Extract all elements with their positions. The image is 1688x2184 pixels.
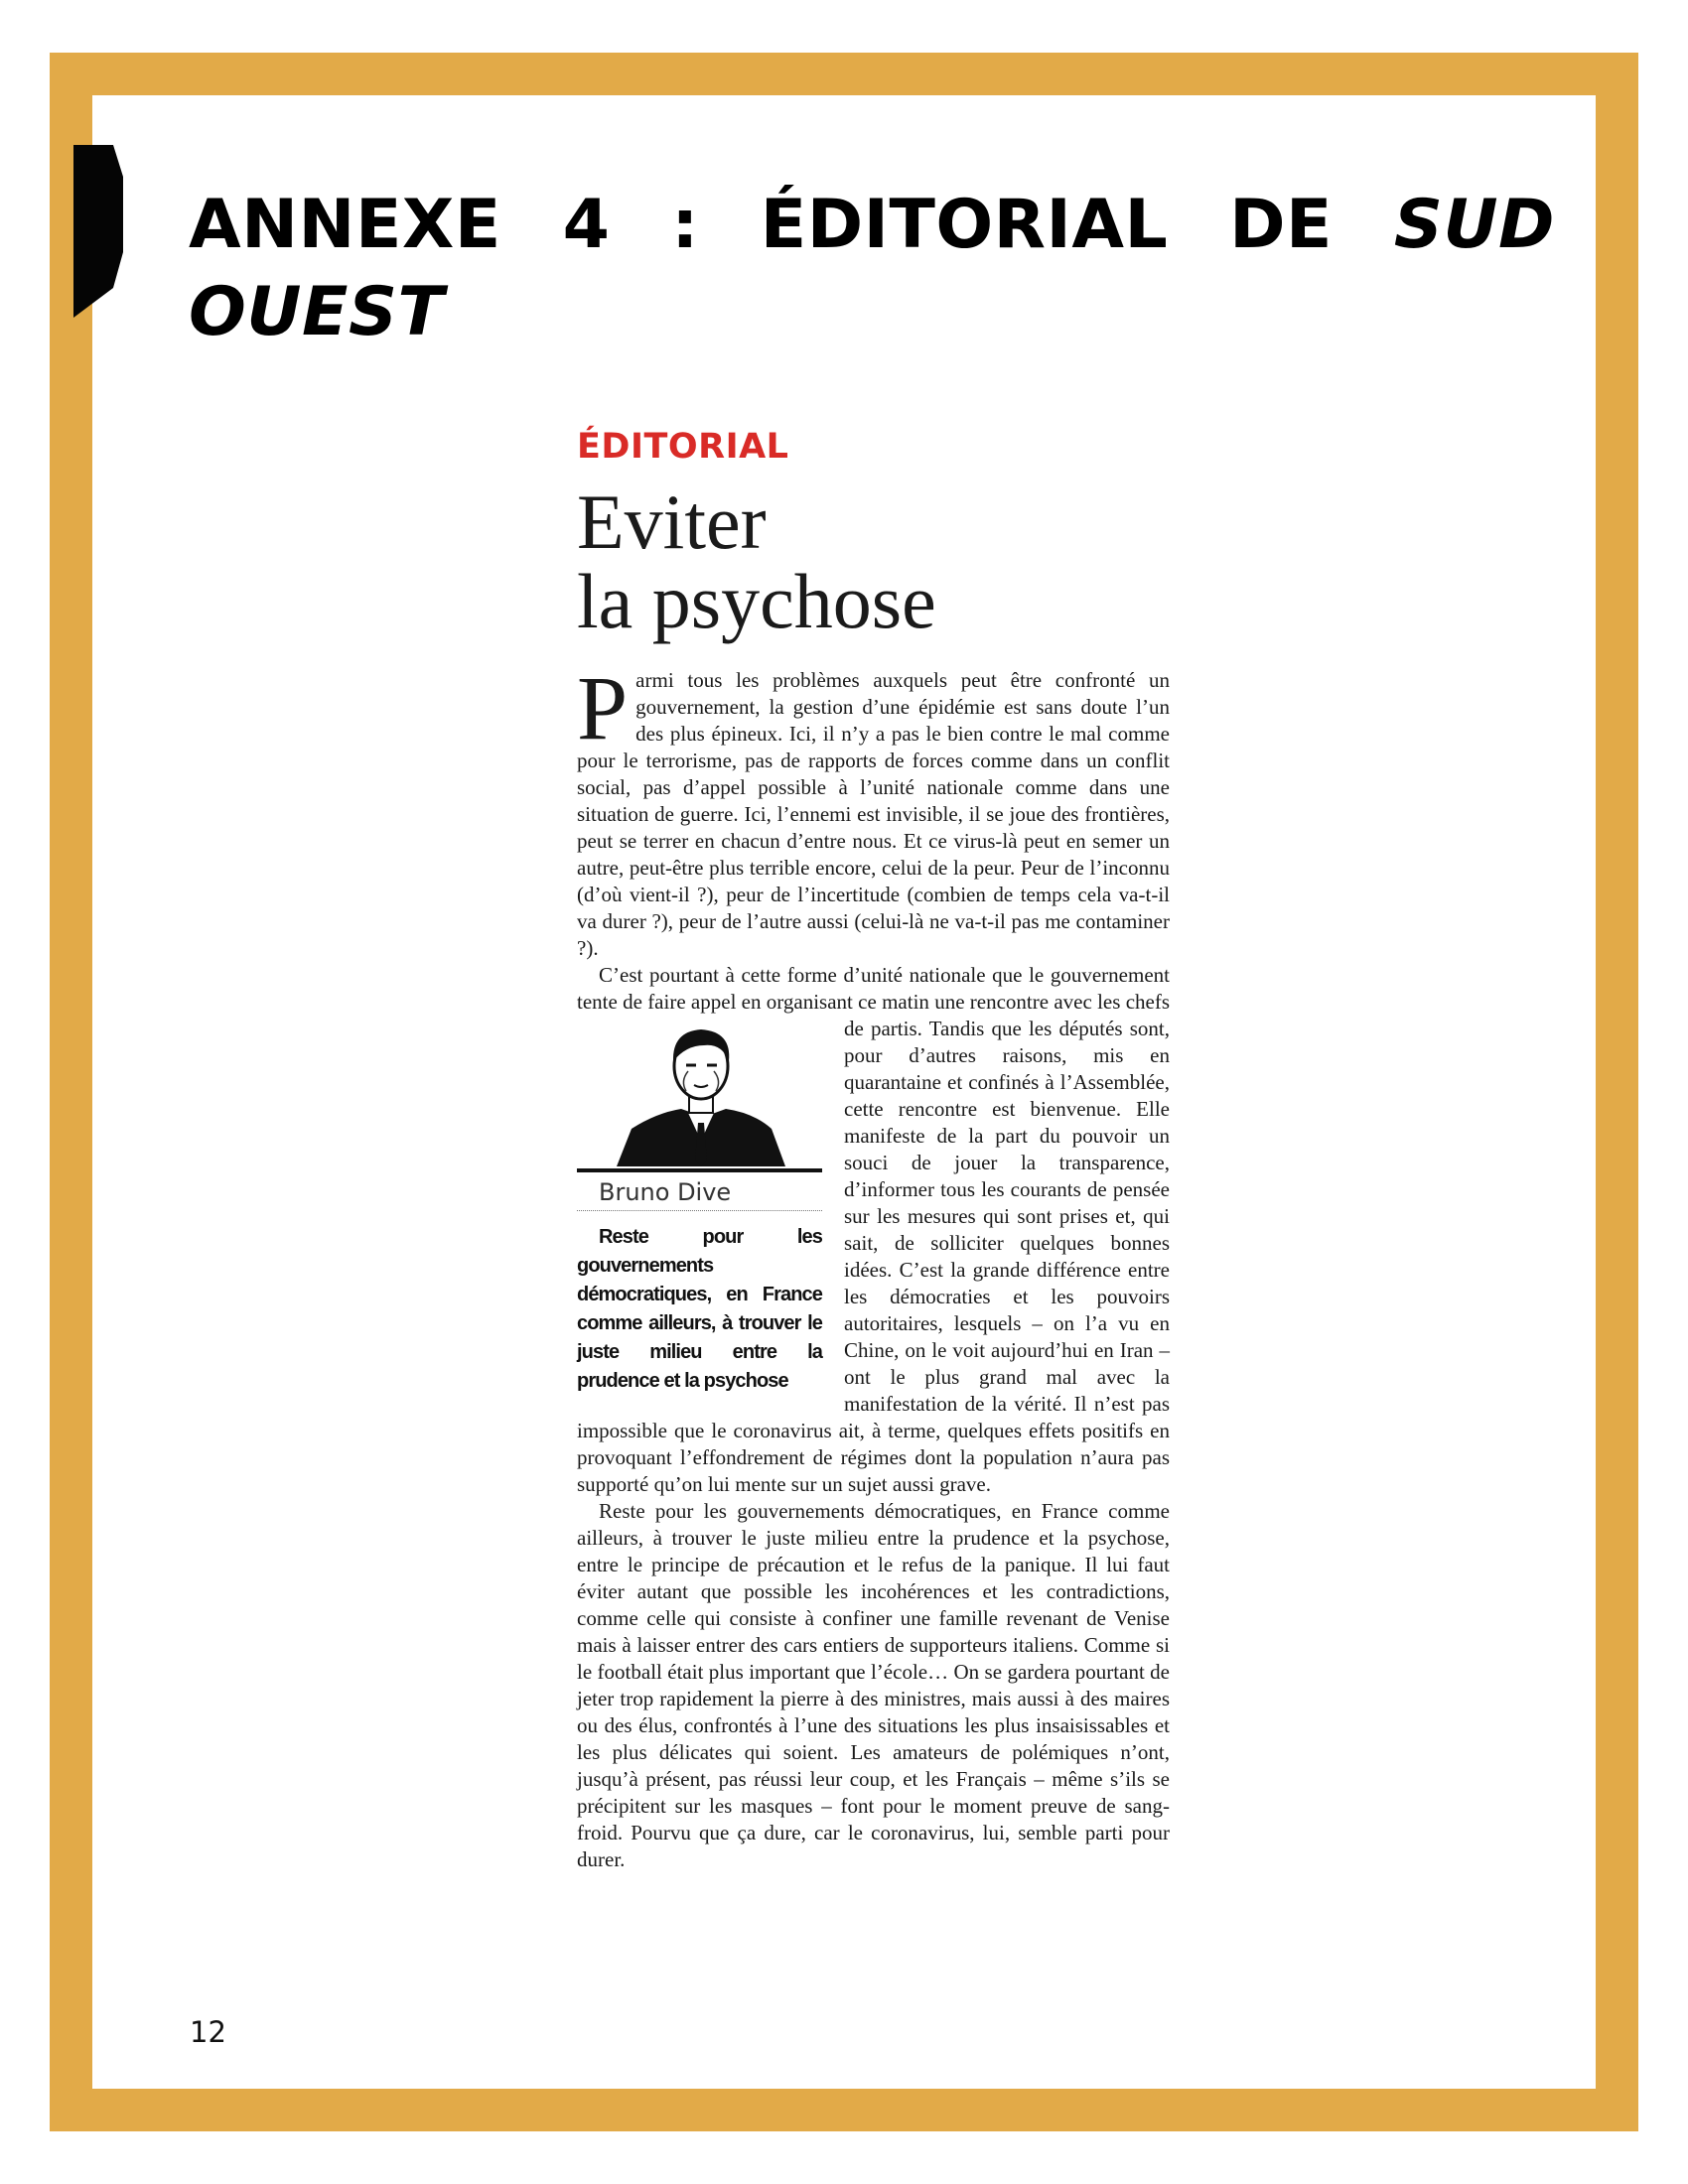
- portrait-rule: [577, 1168, 822, 1172]
- section-kicker: ÉDITORIAL: [577, 427, 789, 467]
- author-pull-quote: Reste pour les gouvernements démocratiques, en France comme ailleurs, à trouver le juste milieu entre la prudence et la psychose: [577, 1226, 822, 1392]
- headline-line-1: Eviter: [577, 478, 767, 565]
- author-name: Bruno Dive: [577, 1176, 822, 1211]
- page-title-newspaper: SUD OUEST: [189, 186, 1555, 351]
- paragraph-2-text-continued: une rencontre avec les chefs de partis. Tandis que les députés sont, pour d’autres raisons, mis en quarantaine et confinés à l’Assemblée, cette rencontre est bienvenue. Elle manifeste de la part du pouvoir un souci de jouer la transparence, d’informer tous les courants de pensée sur les mesures qui sont prises et, qui sait, de solliciter quelques bonnes idées. C’est la grande différence entre les démocraties et les pouvoirs autoritaires, lesquels – on l’a vu en Chine, on le voit aujourd’hui en Iran – ont le plus grand mal avec la manifestation de la vérité. Il n’est pas impossible que le coronavirus ait, à terme, quelques effets positifs en provoquant l’effondrement de régimes dont la population n’aura pas supporté qu’on lui mente sur un sujet aussi grave.: [577, 990, 1171, 1496]
- black-tab-marker: [73, 145, 123, 318]
- paragraph-1-text: armi tous les problèmes auxquels peut être confronté un gouvernement, la gestion d’une épidémie est sans doute l’un des plus épineux. Ici, il n’y a pas le bien contre le mal comme pour le terrorisme, pas de rapports de forces comme dans un conflit social, pas d’appel possible à l’unité nationale comme dans une situation de guerre. Ici, l’ennemi est invisible, il se joue des frontières, peut se terrer en chacun d’entre nous. Et ce virus-là peut en semer un autre, peut-être plus terrible encore, celui de la peur. Peur de l’inconnu (d’où vient-il ?), peur de l’incertitude (combien de temps cela va-t-il va durer ?), peur de l’autre aussi (celui-là ne va-t-il pas me contaminer ?).: [577, 668, 1170, 960]
- drop-cap: P: [577, 657, 629, 758]
- editorial-article: [577, 427, 1170, 1873]
- paragraph-2-text: C’est pourtant à cette forme d’unité nationale que le gouvernement tente de faire appel en organisant ce matin: [577, 963, 1170, 1014]
- page-title-text: ANNEXE 4 : ÉDITORIAL DE: [189, 186, 1334, 264]
- page-title: [189, 182, 1555, 356]
- paragraph-3-text: Reste pour les gouvernements démocratiques, en France comme ailleurs, à trouver le juste milieu entre la prudence et la psychose, entre le principe de précaution et le refus de la panique. Il lui faut éviter autant que possible les incohérences et les contradictions, comme celle qui consiste à confiner une famille revenant de Venise mais à laisser entrer des cars entiers de supporteurs italiens. Comme si le football était plus important que l’école… On se gardera pourtant de jeter trop rapidement la pierre à des ministres, mais aussi à des maires ou des élus, confrontés à l’une des situations les plus insaisissables et les plus délicates qui soient. Les amateurs de polémiques n’ont, jusqu’à présent, pas réussi leur coup, et les Français – même s’ils se précipitent sur les masques – font pour le moment preuve de sang-froid. Pourvu que ça dure, car le coronavirus, lui, semble parti pour durer.: [577, 1499, 1170, 1871]
- headline-line-2: la psychose: [577, 558, 936, 644]
- page-number: 12: [190, 2015, 226, 2049]
- paragraph-1: [577, 657, 1170, 962]
- paragraph-2: [577, 962, 1170, 1498]
- paragraph-3: [577, 1498, 1170, 1873]
- author-box: [577, 1022, 822, 1396]
- author-portrait-illustration: [577, 1022, 822, 1166]
- article-headline: [577, 478, 1170, 644]
